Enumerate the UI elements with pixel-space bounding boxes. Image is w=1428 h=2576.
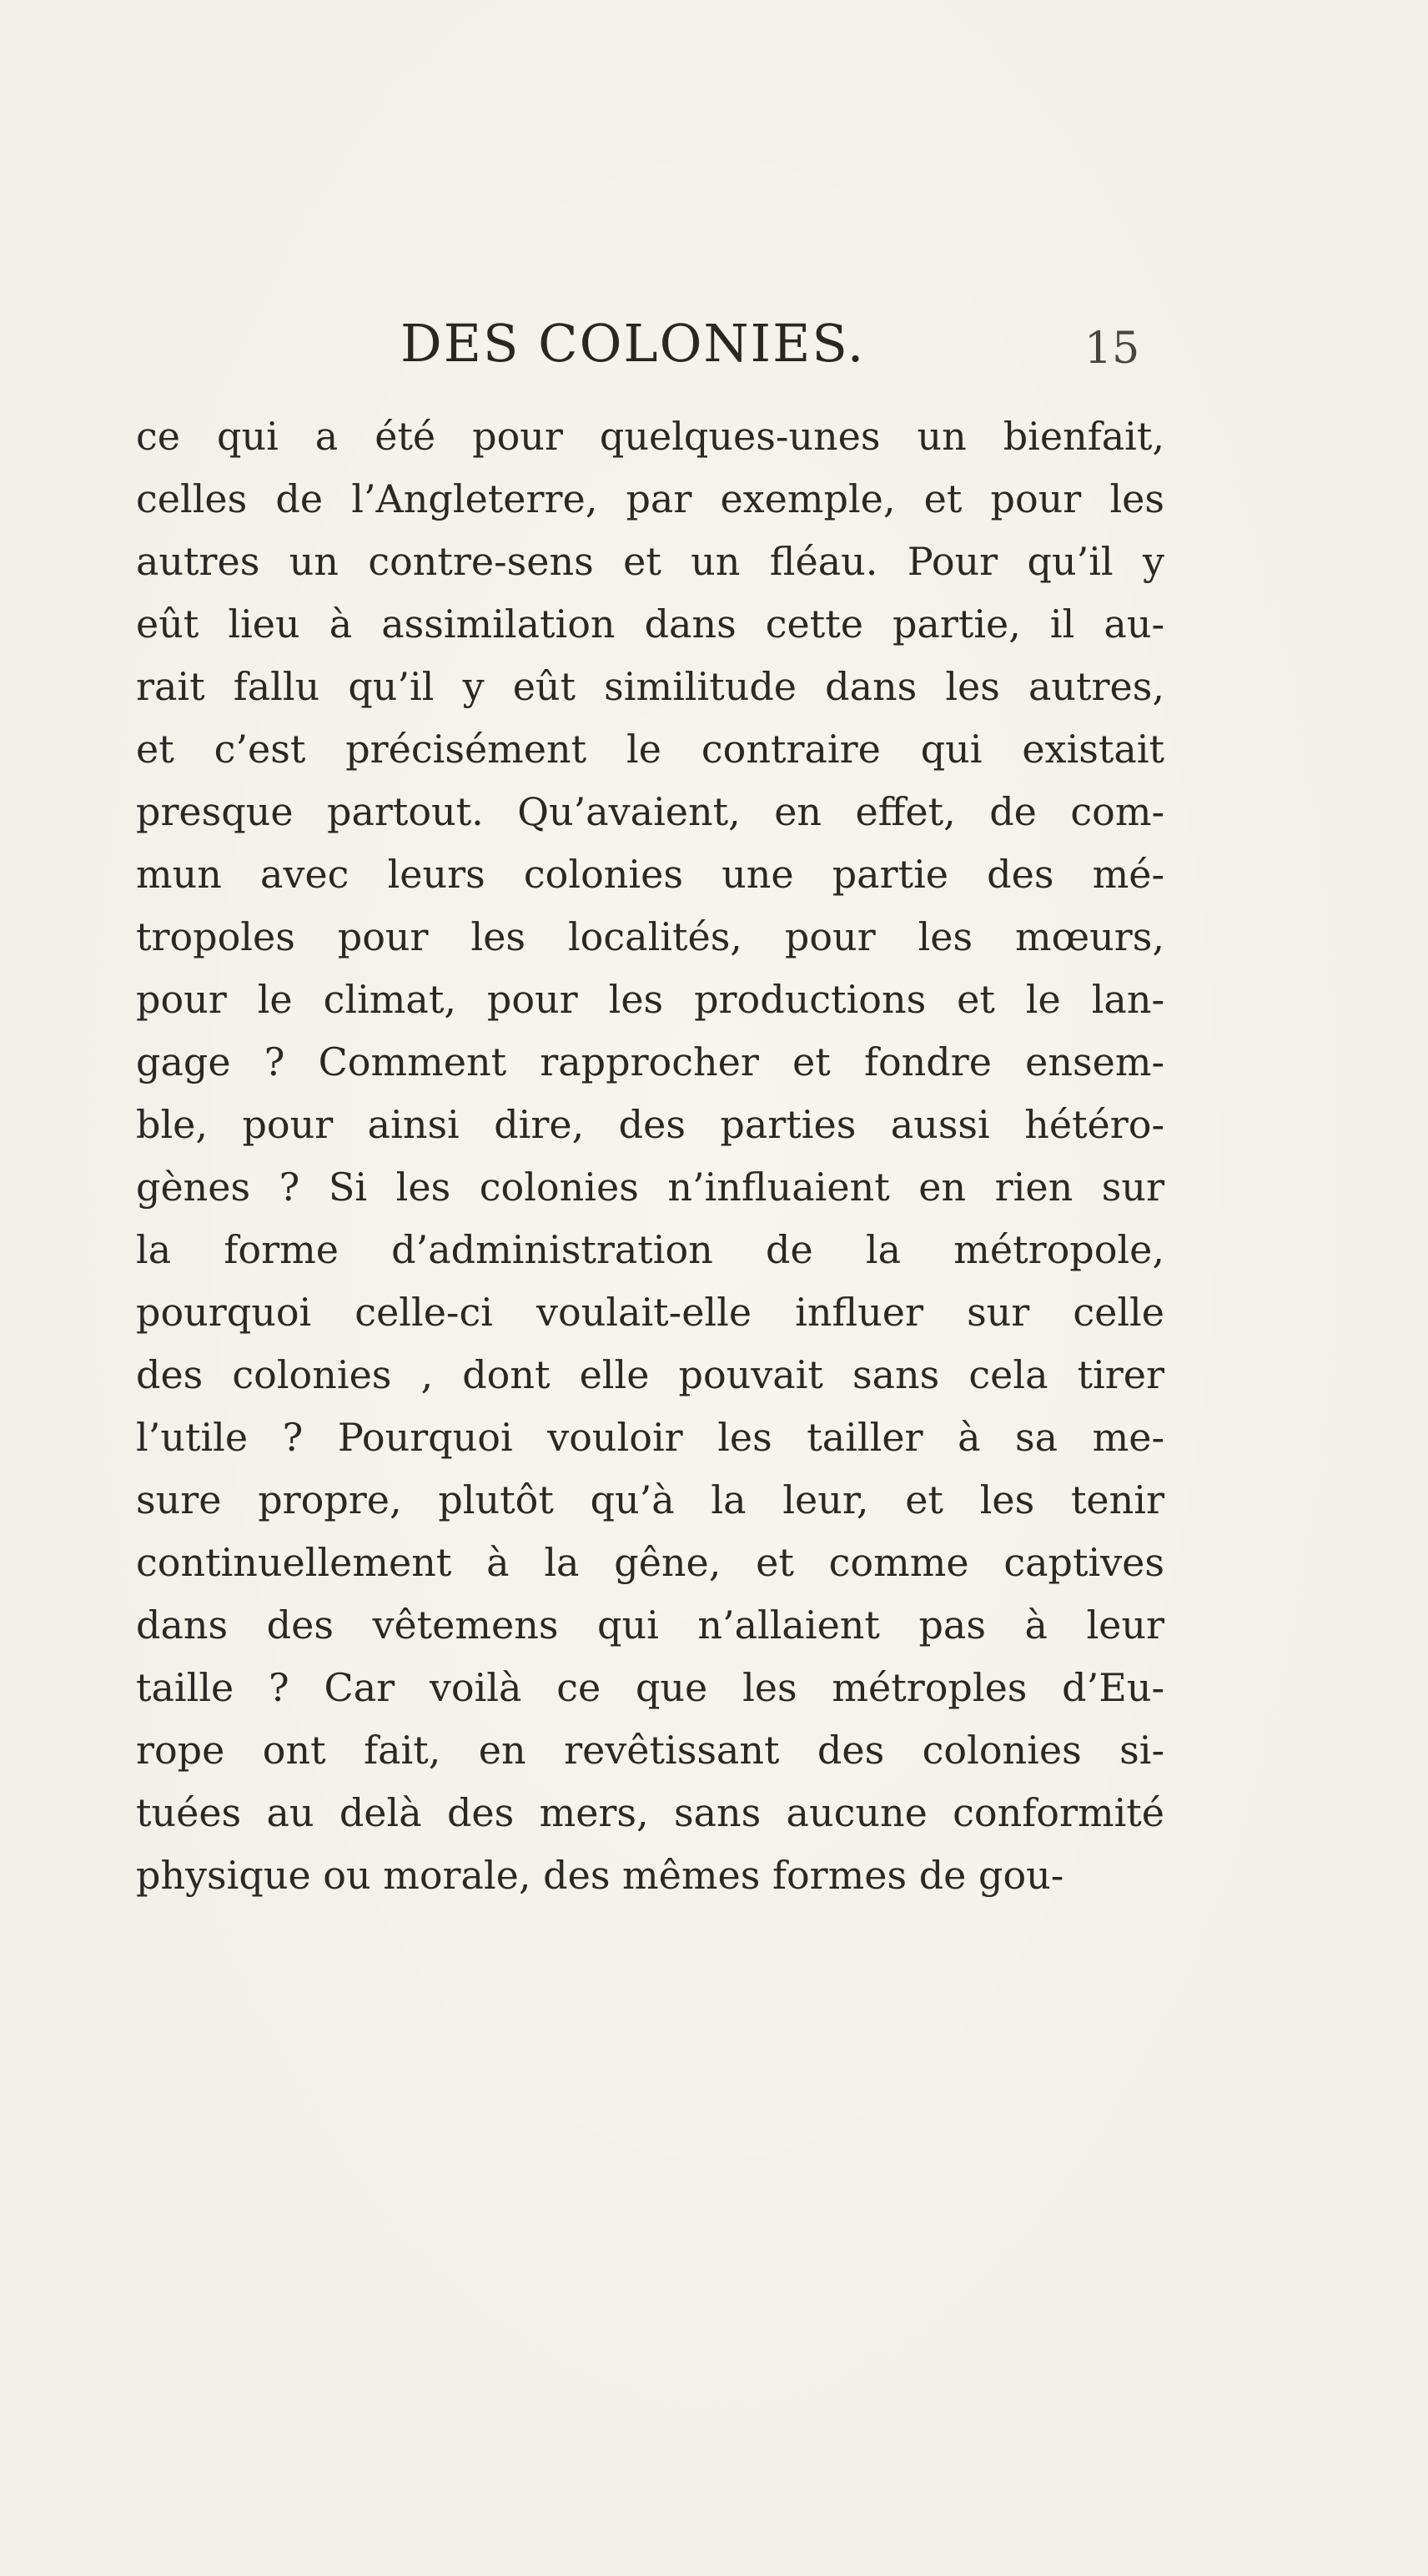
text-line: mun avec leurs colonies une partie des mé- [136,852,1164,897]
text-line: dans des vêtemens qui n’allaient pas à leur [136,1602,1164,1648]
text-line: tuées au delà des mers, sans aucune conformité [136,1790,1164,1835]
page-number: 15 [1084,324,1140,374]
text-line: tropoles pour les localités, pour les mœurs, [136,914,1164,959]
text-line: ce qui a été pour quelques-unes un bienfait, [136,414,1164,459]
text-line: taille ? Car voilà ce que les métroples d’Eu- [136,1665,1164,1710]
text-line: et c’est précisément le contraire qui existait [136,727,1164,772]
text-line: gage ? Comment rapprocher et fondre ensem- [136,1039,1164,1084]
text-line: pourquoi celle-ci voulait-elle influer sur celle [136,1290,1164,1335]
text-line: l’utile ? Pourquoi vouloir les tailler à sa me- [136,1415,1164,1460]
text-line: presque partout. Qu’avaient, en effet, de com- [136,789,1164,834]
running-head [0,310,1428,377]
body-text [136,405,1164,1907]
text-line: rope ont fait, en revêtissant des colonies si- [136,1728,1164,1773]
text-line: celles de l’Angleterre, par exemple, et pour les [136,476,1164,521]
running-title: DES COLONIES. [400,313,866,374]
text-line: pour le climat, pour les productions et le lan- [136,977,1164,1022]
text-line: autres un contre-sens et un fléau. Pour qu’il y [136,539,1164,584]
text-line: des colonies , dont elle pouvait sans cela tirer [136,1352,1164,1397]
text-line: gènes ? Si les colonies n’influaient en rien sur [136,1165,1164,1210]
text-line: la forme d’administration de la métropole, [136,1227,1164,1272]
text-line: eût lieu à assimilation dans cette partie, il au- [136,601,1164,647]
text-line: physique ou morale, des mêmes formes de gou- [136,1853,1064,1898]
text-line: sure propre, plutôt qu’à la leur, et les tenir [136,1477,1164,1522]
text-line: rait fallu qu’il y eût similitude dans les autres, [136,664,1164,709]
text-line: ble, pour ainsi dire, des parties aussi hétéro- [136,1102,1164,1147]
text-line: continuellement à la gêne, et comme captives [136,1540,1164,1585]
